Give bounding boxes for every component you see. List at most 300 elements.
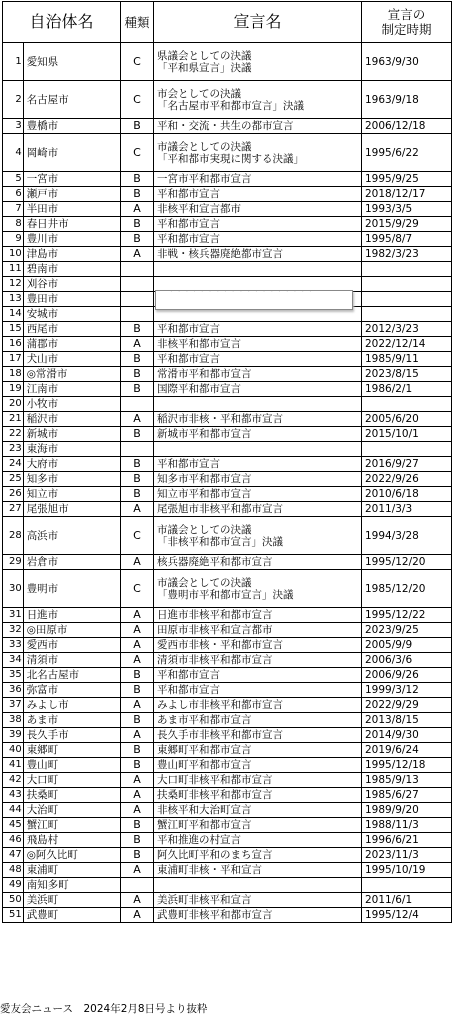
declaration-kind: B bbox=[120, 758, 153, 773]
table-row bbox=[3, 803, 452, 818]
table-row bbox=[3, 487, 452, 502]
declaration-date: 1988/11/3 bbox=[361, 818, 451, 833]
row-number: 26 bbox=[3, 487, 24, 502]
declaration-date: 2016/9/27 bbox=[361, 457, 451, 472]
row-number: 35 bbox=[3, 668, 24, 683]
declaration-date: 2005/6/20 bbox=[361, 412, 451, 427]
municipality-name: ◎田原市 bbox=[23, 623, 120, 638]
table-row bbox=[3, 638, 452, 653]
declaration-date: 2011/3/3 bbox=[361, 502, 451, 517]
municipality-name: ◎常滑市 bbox=[23, 367, 120, 382]
declaration-name: 非核平和都市宣言 bbox=[154, 337, 362, 352]
table-row bbox=[3, 517, 452, 555]
declaration-date bbox=[361, 397, 451, 412]
row-number: 49 bbox=[3, 878, 24, 893]
municipality-name: 小牧市 bbox=[23, 397, 120, 412]
municipality-name: 蒲郡市 bbox=[23, 337, 120, 352]
declaration-kind: B bbox=[120, 848, 153, 863]
declaration-name: 尾張旭市非核平和都市宣言 bbox=[154, 502, 362, 517]
municipality-name: 刈谷市 bbox=[23, 277, 120, 292]
table-row bbox=[3, 743, 452, 758]
declaration-kind: B bbox=[120, 427, 153, 442]
table-row bbox=[3, 427, 452, 442]
municipality-name: 大口町 bbox=[23, 773, 120, 788]
declaration-kind: A bbox=[120, 653, 153, 668]
table-row bbox=[3, 773, 452, 788]
row-number: 51 bbox=[3, 908, 24, 923]
declaration-date: 1963/9/18 bbox=[361, 81, 451, 119]
declaration-date: 2023/11/3 bbox=[361, 848, 451, 863]
row-number: 17 bbox=[3, 352, 24, 367]
declaration-date: 2014/9/30 bbox=[361, 728, 451, 743]
declaration-kind: B bbox=[120, 487, 153, 502]
declaration-kind: A bbox=[120, 202, 153, 217]
declaration-kind: B bbox=[120, 713, 153, 728]
row-number: 46 bbox=[3, 833, 24, 848]
row-number: 27 bbox=[3, 502, 24, 517]
declaration-kind: A bbox=[120, 698, 153, 713]
table-row bbox=[3, 713, 452, 728]
table-row bbox=[3, 758, 452, 773]
declaration-date: 2019/6/24 bbox=[361, 743, 451, 758]
header-municipality: 自治体名 bbox=[3, 2, 121, 43]
row-number: 34 bbox=[3, 653, 24, 668]
declaration-kind: B bbox=[120, 232, 153, 247]
municipality-name: 豊山町 bbox=[23, 758, 120, 773]
table-row bbox=[3, 172, 452, 187]
row-number: 19 bbox=[3, 382, 24, 397]
declaration-kind: A bbox=[120, 908, 153, 923]
row-number: 45 bbox=[3, 818, 24, 833]
declaration-name: 平和推進の村宣言 bbox=[154, 833, 362, 848]
table-row bbox=[3, 134, 452, 172]
table-row bbox=[3, 352, 452, 367]
declaration-date: 1995/12/20 bbox=[361, 555, 451, 570]
declaration-date: 1993/3/5 bbox=[361, 202, 451, 217]
table-row bbox=[3, 397, 452, 412]
declaration-kind: A bbox=[120, 803, 153, 818]
table-row bbox=[3, 570, 452, 608]
declaration-date bbox=[361, 442, 451, 457]
table-row bbox=[3, 81, 452, 119]
row-number: 2 bbox=[3, 81, 24, 119]
declaration-name: 市議会としての決議 「豊明市平和都市宣言」決議 bbox=[154, 570, 362, 608]
municipality-name: 知多市 bbox=[23, 472, 120, 487]
declaration-name: 豊山町平和都市宣言 bbox=[154, 758, 362, 773]
declaration-date: 1995/6/22 bbox=[361, 134, 451, 172]
row-number: 22 bbox=[3, 427, 24, 442]
municipality-name: 津島市 bbox=[23, 247, 120, 262]
declaration-kind: A bbox=[120, 502, 153, 517]
declaration-kind: B bbox=[120, 352, 153, 367]
declaration-kind: B bbox=[120, 818, 153, 833]
row-number: 18 bbox=[3, 367, 24, 382]
declaration-kind: B bbox=[120, 472, 153, 487]
declaration-kind: C bbox=[120, 43, 153, 81]
declaration-name: 知立市平和都市宣言 bbox=[154, 487, 362, 502]
municipality-name: 豊橋市 bbox=[23, 119, 120, 134]
municipality-name: 愛知県 bbox=[23, 43, 120, 81]
declaration-date: 1963/9/30 bbox=[361, 43, 451, 81]
declaration-date bbox=[361, 307, 451, 322]
declaration-kind: A bbox=[120, 863, 153, 878]
declaration-name bbox=[154, 262, 362, 277]
municipality-name: ◎阿久比町 bbox=[23, 848, 120, 863]
municipality-name: 犬山市 bbox=[23, 352, 120, 367]
declaration-date: 2013/8/15 bbox=[361, 713, 451, 728]
row-number: 1 bbox=[3, 43, 24, 81]
declaration-name: 東浦町非核・平和宣言 bbox=[154, 863, 362, 878]
municipality-name: 蟹江町 bbox=[23, 818, 120, 833]
table-row bbox=[3, 232, 452, 247]
table-row bbox=[3, 472, 452, 487]
table-row bbox=[3, 848, 452, 863]
declaration-kind: A bbox=[120, 412, 153, 427]
municipality-name: 東浦町 bbox=[23, 863, 120, 878]
row-number: 12 bbox=[3, 277, 24, 292]
declaration-name: 市議会としての決議 「非核平和都市宣言」決議 bbox=[154, 517, 362, 555]
declaration-date: 2005/9/9 bbox=[361, 638, 451, 653]
declaration-name: 非核平和宣言都市 bbox=[154, 202, 362, 217]
declaration-name: 蟹江町平和都市宣言 bbox=[154, 818, 362, 833]
table-row bbox=[3, 818, 452, 833]
declaration-kind: A bbox=[120, 555, 153, 570]
declaration-kind: B bbox=[120, 382, 153, 397]
declaration-date: 1995/10/19 bbox=[361, 863, 451, 878]
row-number: 7 bbox=[3, 202, 24, 217]
municipality-name: 飛島村 bbox=[23, 833, 120, 848]
municipality-name: 高浜市 bbox=[23, 517, 120, 555]
declaration-date: 2006/12/18 bbox=[361, 119, 451, 134]
table-row bbox=[3, 187, 452, 202]
municipality-name: 江南市 bbox=[23, 382, 120, 397]
row-number: 41 bbox=[3, 758, 24, 773]
row-number: 43 bbox=[3, 788, 24, 803]
row-number: 44 bbox=[3, 803, 24, 818]
row-number: 9 bbox=[3, 232, 24, 247]
table-row bbox=[3, 382, 452, 397]
declaration-date: 1995/8/7 bbox=[361, 232, 451, 247]
table-row bbox=[3, 788, 452, 803]
declaration-kind bbox=[120, 878, 153, 893]
declaration-date: 1982/3/23 bbox=[361, 247, 451, 262]
declaration-kind: B bbox=[120, 322, 153, 337]
declaration-date: 1999/3/12 bbox=[361, 683, 451, 698]
table-row bbox=[3, 555, 452, 570]
table-row bbox=[3, 728, 452, 743]
declaration-kind: C bbox=[120, 570, 153, 608]
declaration-name: 田原市非核平和宣言都市 bbox=[154, 623, 362, 638]
municipality-name: 尾張旭市 bbox=[23, 502, 120, 517]
comment-popup: · · · · · · · · · · · · · · · · · · · bbox=[155, 290, 353, 310]
table-row bbox=[3, 608, 452, 623]
municipality-name: 知立市 bbox=[23, 487, 120, 502]
row-number: 24 bbox=[3, 457, 24, 472]
declaration-name: 常滑市平和都市宣言 bbox=[154, 367, 362, 382]
table-row bbox=[3, 683, 452, 698]
row-number: 32 bbox=[3, 623, 24, 638]
declaration-kind: A bbox=[120, 728, 153, 743]
declaration-date: 1985/6/27 bbox=[361, 788, 451, 803]
municipality-name: 西尾市 bbox=[23, 322, 120, 337]
declaration-name: 愛西市非核・平和都市宣言 bbox=[154, 638, 362, 653]
row-number: 6 bbox=[3, 187, 24, 202]
declaration-date: 2022/12/14 bbox=[361, 337, 451, 352]
municipality-name: みよし市 bbox=[23, 698, 120, 713]
declaration-name: 大口町非核平和都市宣言 bbox=[154, 773, 362, 788]
municipality-name: 稲沢市 bbox=[23, 412, 120, 427]
declaration-name: 扶桑町非核平和都市宣言 bbox=[154, 788, 362, 803]
declaration-name: 清須市非核平和都市宣言 bbox=[154, 653, 362, 668]
declaration-kind: B bbox=[120, 187, 153, 202]
table-row bbox=[3, 442, 452, 457]
declaration-name: 新城市平和都市宣言 bbox=[154, 427, 362, 442]
municipality-name: 愛西市 bbox=[23, 638, 120, 653]
declaration-date: 1985/12/20 bbox=[361, 570, 451, 608]
declaration-kind: B bbox=[120, 668, 153, 683]
declaration-kind: A bbox=[120, 638, 153, 653]
declaration-date: 2023/9/25 bbox=[361, 623, 451, 638]
declaration-kind bbox=[120, 262, 153, 277]
municipality-name: 豊田市 bbox=[23, 292, 120, 307]
table-row bbox=[3, 412, 452, 427]
municipality-name: 武豊町 bbox=[23, 908, 120, 923]
declaration-name bbox=[154, 397, 362, 412]
table-row bbox=[3, 698, 452, 713]
header-row bbox=[3, 2, 452, 43]
row-number: 14 bbox=[3, 307, 24, 322]
declaration-date: 1994/3/28 bbox=[361, 517, 451, 555]
declaration-name: 非戦・核兵器廃絶都市宣言 bbox=[154, 247, 362, 262]
declaration-table bbox=[2, 1, 452, 923]
table-row bbox=[3, 863, 452, 878]
declaration-date: 2006/9/26 bbox=[361, 668, 451, 683]
row-number: 16 bbox=[3, 337, 24, 352]
declaration-date: 2012/3/23 bbox=[361, 322, 451, 337]
row-number: 13 bbox=[3, 292, 24, 307]
table-row bbox=[3, 457, 452, 472]
row-number: 10 bbox=[3, 247, 24, 262]
table-row bbox=[3, 833, 452, 848]
header-declaration: 宣言名 bbox=[154, 2, 362, 43]
row-number: 5 bbox=[3, 172, 24, 187]
table-row bbox=[3, 623, 452, 638]
row-number: 21 bbox=[3, 412, 24, 427]
row-number: 48 bbox=[3, 863, 24, 878]
declaration-date: 2023/8/15 bbox=[361, 367, 451, 382]
declaration-date: 2022/9/26 bbox=[361, 472, 451, 487]
table-row bbox=[3, 367, 452, 382]
declaration-date bbox=[361, 292, 451, 307]
row-number: 39 bbox=[3, 728, 24, 743]
municipality-name: 北名古屋市 bbox=[23, 668, 120, 683]
municipality-name: 安城市 bbox=[23, 307, 120, 322]
declaration-date: 2011/6/1 bbox=[361, 893, 451, 908]
declaration-kind: C bbox=[120, 81, 153, 119]
declaration-kind bbox=[120, 307, 153, 322]
row-number: 36 bbox=[3, 683, 24, 698]
declaration-name: 長久手市非核平和都市宣言 bbox=[154, 728, 362, 743]
declaration-kind: B bbox=[120, 833, 153, 848]
declaration-name: 平和都市宣言 bbox=[154, 683, 362, 698]
declaration-kind: C bbox=[120, 517, 153, 555]
row-number: 47 bbox=[3, 848, 24, 863]
row-number: 29 bbox=[3, 555, 24, 570]
municipality-name: 美浜町 bbox=[23, 893, 120, 908]
declaration-kind: B bbox=[120, 172, 153, 187]
declaration-date: 2015/9/29 bbox=[361, 217, 451, 232]
table-row bbox=[3, 119, 452, 134]
row-number: 31 bbox=[3, 608, 24, 623]
row-number: 23 bbox=[3, 442, 24, 457]
row-number: 4 bbox=[3, 134, 24, 172]
declaration-name: 知多市平和都市宣言 bbox=[154, 472, 362, 487]
row-number: 3 bbox=[3, 119, 24, 134]
declaration-date: 2022/9/29 bbox=[361, 698, 451, 713]
municipality-name: 岡崎市 bbox=[23, 134, 120, 172]
declaration-name: 県議会としての決議 「平和県宣言」決議 bbox=[154, 43, 362, 81]
declaration-date: 1995/12/22 bbox=[361, 608, 451, 623]
declaration-name: 平和都市宣言 bbox=[154, 232, 362, 247]
declaration-date: 1995/12/4 bbox=[361, 908, 451, 923]
row-number: 8 bbox=[3, 217, 24, 232]
declaration-kind: B bbox=[120, 119, 153, 134]
declaration-date: 1995/12/18 bbox=[361, 758, 451, 773]
table-row bbox=[3, 43, 452, 81]
source-footer: 愛友会ニュース 2024年2月8日号より抜粋 bbox=[0, 1003, 208, 1015]
row-number: 38 bbox=[3, 713, 24, 728]
declaration-kind: A bbox=[120, 247, 153, 262]
declaration-name: 平和都市宣言 bbox=[154, 668, 362, 683]
declaration-name: 平和都市宣言 bbox=[154, 352, 362, 367]
table-row bbox=[3, 502, 452, 517]
declaration-name: 一宮市平和都市宣言 bbox=[154, 172, 362, 187]
header-kind: 種類 bbox=[120, 2, 153, 43]
row-number: 37 bbox=[3, 698, 24, 713]
declaration-name: 市会としての決議 「名古屋市平和都市宣言」決議 bbox=[154, 81, 362, 119]
declaration-kind: A bbox=[120, 623, 153, 638]
municipality-name: 扶桑町 bbox=[23, 788, 120, 803]
declaration-name: 平和都市宣言 bbox=[154, 187, 362, 202]
declaration-kind: C bbox=[120, 134, 153, 172]
municipality-name: 半田市 bbox=[23, 202, 120, 217]
declaration-name: 美浜町非核平和宣言 bbox=[154, 893, 362, 908]
declaration-date bbox=[361, 262, 451, 277]
declaration-name: 国際平和都市宣言 bbox=[154, 382, 362, 397]
municipality-name: 日進市 bbox=[23, 608, 120, 623]
declaration-kind: B bbox=[120, 683, 153, 698]
table-row bbox=[3, 653, 452, 668]
declaration-date bbox=[361, 878, 451, 893]
row-number: 40 bbox=[3, 743, 24, 758]
declaration-name: 平和・交流・共生の都市宣言 bbox=[154, 119, 362, 134]
declaration-name bbox=[154, 878, 362, 893]
declaration-kind bbox=[120, 277, 153, 292]
declaration-name: みよし市非核平和都市宣言 bbox=[154, 698, 362, 713]
declaration-name: 東郷町平和都市宣言 bbox=[154, 743, 362, 758]
declaration-date bbox=[361, 277, 451, 292]
declaration-kind: B bbox=[120, 457, 153, 472]
row-number: 50 bbox=[3, 893, 24, 908]
declaration-name: 非核平和大治町宣言 bbox=[154, 803, 362, 818]
declaration-name: 平和都市宣言 bbox=[154, 457, 362, 472]
municipality-name: 大府市 bbox=[23, 457, 120, 472]
declaration-kind: A bbox=[120, 893, 153, 908]
table-row bbox=[3, 262, 452, 277]
declaration-kind: A bbox=[120, 337, 153, 352]
municipality-name: 岩倉市 bbox=[23, 555, 120, 570]
declaration-date: 1985/9/13 bbox=[361, 773, 451, 788]
declaration-kind bbox=[120, 442, 153, 457]
municipality-name: 豊川市 bbox=[23, 232, 120, 247]
table-row bbox=[3, 668, 452, 683]
declaration-kind bbox=[120, 292, 153, 307]
declaration-kind: A bbox=[120, 608, 153, 623]
table-row bbox=[3, 322, 452, 337]
municipality-name: 大治町 bbox=[23, 803, 120, 818]
declaration-name: 核兵器廃絶平和都市宣言 bbox=[154, 555, 362, 570]
declaration-name: 稲沢市非核・平和都市宣言 bbox=[154, 412, 362, 427]
declaration-date: 2010/6/18 bbox=[361, 487, 451, 502]
declaration-kind: A bbox=[120, 788, 153, 803]
declaration-date: 1996/6/21 bbox=[361, 833, 451, 848]
municipality-name: 弥富市 bbox=[23, 683, 120, 698]
municipality-name: 清須市 bbox=[23, 653, 120, 668]
declaration-name: 平和都市宣言 bbox=[154, 217, 362, 232]
declaration-name: 阿久比町平和のまち宣言 bbox=[154, 848, 362, 863]
declaration-name: あま市平和都市宣言 bbox=[154, 713, 362, 728]
row-number: 28 bbox=[3, 517, 24, 555]
table-row bbox=[3, 908, 452, 923]
declaration-date: 1995/9/25 bbox=[361, 172, 451, 187]
municipality-name: 東郷町 bbox=[23, 743, 120, 758]
municipality-name: 南知多町 bbox=[23, 878, 120, 893]
row-number: 20 bbox=[3, 397, 24, 412]
row-number: 33 bbox=[3, 638, 24, 653]
declaration-date: 2006/3/6 bbox=[361, 653, 451, 668]
declaration-date: 1985/9/11 bbox=[361, 352, 451, 367]
municipality-name: 瀬戸市 bbox=[23, 187, 120, 202]
municipality-name: 春日井市 bbox=[23, 217, 120, 232]
municipality-name: 豊明市 bbox=[23, 570, 120, 608]
table-row bbox=[3, 878, 452, 893]
declaration-kind: B bbox=[120, 217, 153, 232]
table-row bbox=[3, 217, 452, 232]
declaration-name: 武豊町非核平和都市宣言 bbox=[154, 908, 362, 923]
header-date: 宣言の 制定時期 bbox=[361, 2, 451, 43]
municipality-name: 長久手市 bbox=[23, 728, 120, 743]
row-number: 42 bbox=[3, 773, 24, 788]
declaration-date: 1986/2/1 bbox=[361, 382, 451, 397]
declaration-name: 市議会としての決議 「平和都市実現に関する決議」 bbox=[154, 134, 362, 172]
municipality-name: 碧南市 bbox=[23, 262, 120, 277]
declaration-name bbox=[154, 442, 362, 457]
row-number: 11 bbox=[3, 262, 24, 277]
declaration-date: 2018/12/17 bbox=[361, 187, 451, 202]
table-row bbox=[3, 893, 452, 908]
declaration-kind bbox=[120, 397, 153, 412]
declaration-kind: B bbox=[120, 367, 153, 382]
row-number: 25 bbox=[3, 472, 24, 487]
declaration-kind: B bbox=[120, 743, 153, 758]
declaration-kind: A bbox=[120, 773, 153, 788]
declaration-date: 1989/9/20 bbox=[361, 803, 451, 818]
municipality-name: 東海市 bbox=[23, 442, 120, 457]
municipality-name: あま市 bbox=[23, 713, 120, 728]
table-row bbox=[3, 337, 452, 352]
row-number: 30 bbox=[3, 570, 24, 608]
table-row bbox=[3, 202, 452, 217]
